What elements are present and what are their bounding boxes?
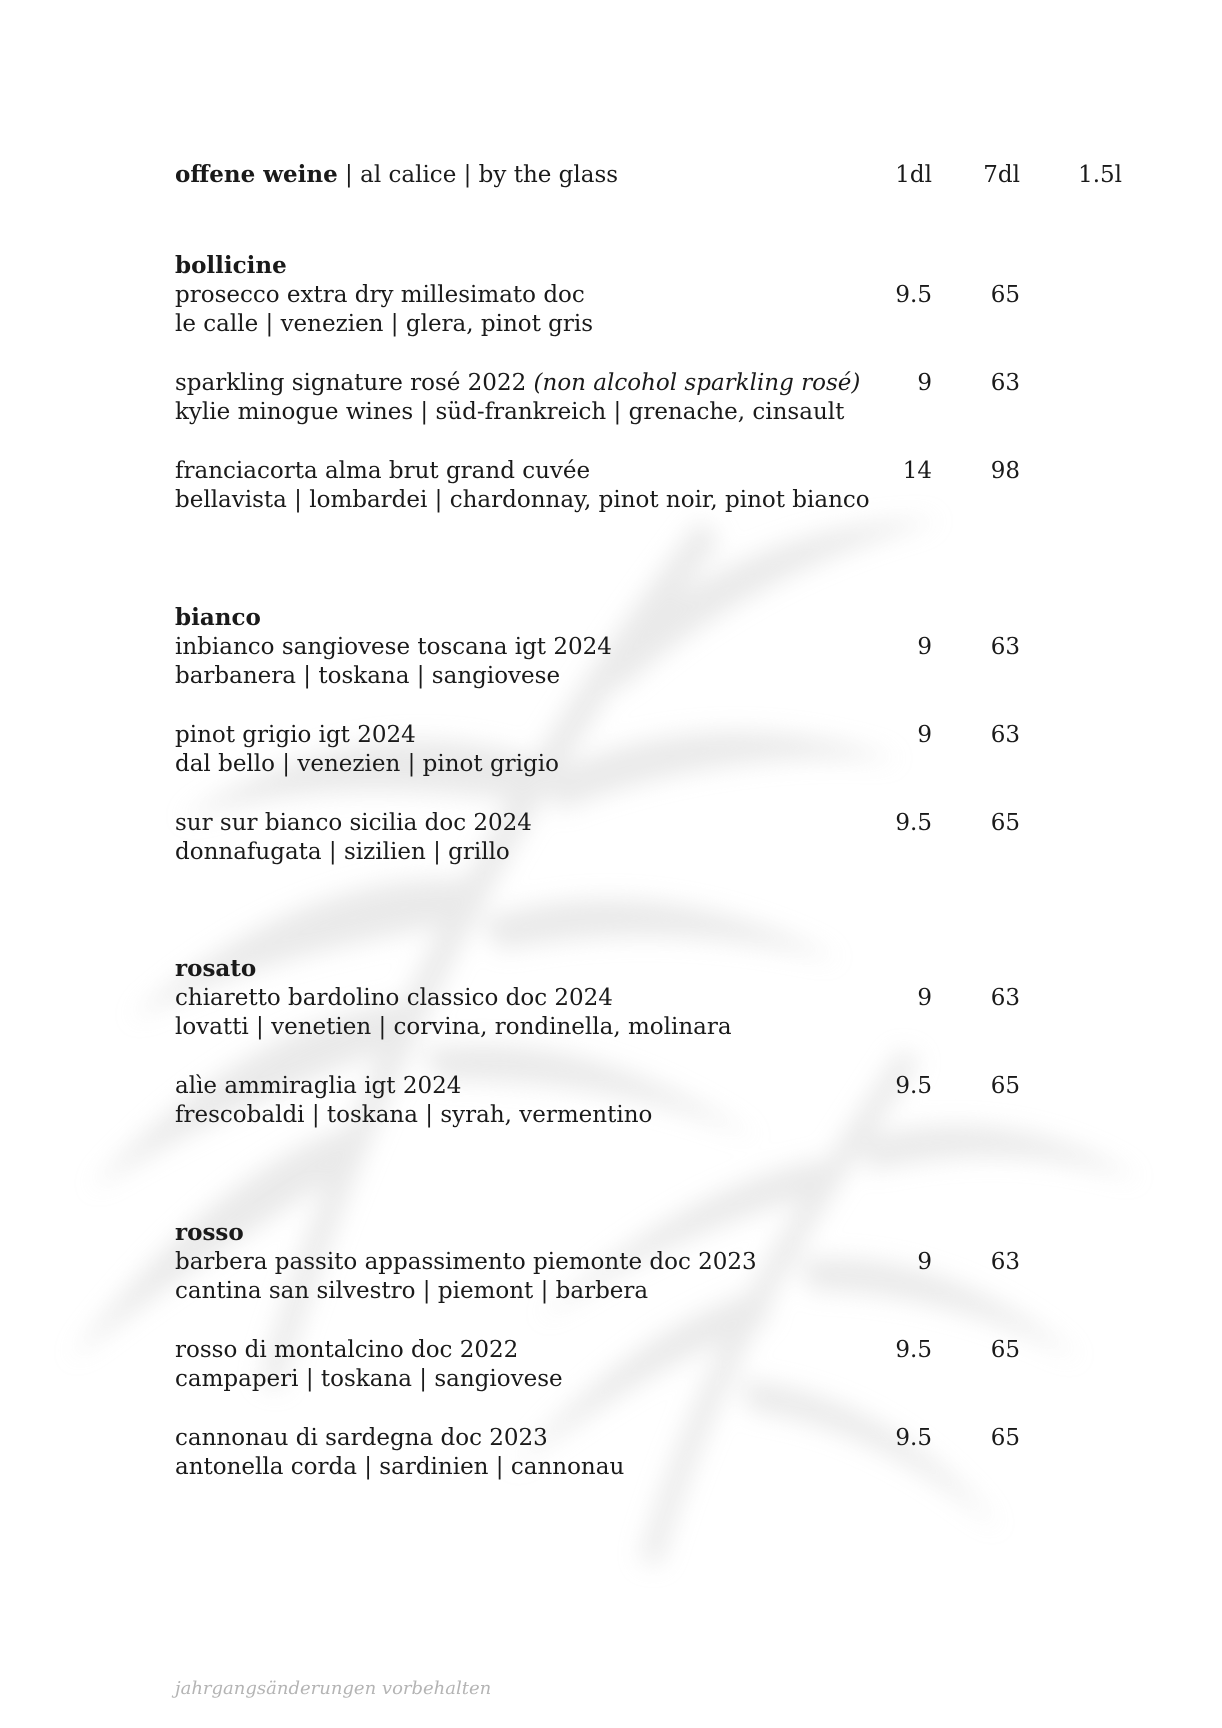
wine-name (175, 984, 613, 1012)
wine-name (175, 809, 532, 837)
price-7dl: 63 (990, 634, 1020, 660)
section-title-bianco: bianco (175, 604, 261, 631)
wine-producer-region-grapes: barbanera | toskana | sangiovese (175, 663, 561, 689)
wine-name (175, 1072, 461, 1100)
wine-name (175, 281, 585, 309)
wine-name (175, 457, 590, 485)
wine-name-text: rosso di montalcino doc 2022 (175, 1337, 519, 1363)
price-7dl: 65 (990, 810, 1020, 836)
wine-producer-region-grapes: donnafugata | sizilien | grillo (175, 839, 510, 865)
wine-name (175, 1248, 757, 1276)
wine-name-text: chiaretto bardolino classico doc 2024 (175, 985, 613, 1011)
section-title-rosato: rosato (175, 955, 257, 982)
wine-name (175, 369, 860, 397)
price-7dl: 63 (990, 985, 1020, 1011)
column-header-7dl: 7dl (983, 162, 1020, 188)
price-7dl: 65 (990, 1337, 1020, 1363)
price-1dl: 9.5 (895, 1337, 932, 1363)
wine-producer-region-grapes: le calle | venezien | glera, pinot gris (175, 311, 594, 337)
wine-producer-region-grapes: antonella corda | sardinien | cannonau (175, 1454, 625, 1480)
price-1dl: 9.5 (895, 1073, 932, 1099)
wine-name (175, 1424, 548, 1452)
wine-name-text: alìe ammiraglia igt 2024 (175, 1073, 462, 1099)
wine-name (175, 1336, 518, 1364)
wine-producer-region-grapes: bellavista | lombardei | chardonnay, pinot noir, pinot bianco (175, 487, 870, 513)
price-1dl: 9 (917, 722, 932, 748)
wine-name-text: sparkling signature rosé 2022 (175, 370, 534, 396)
price-1dl: 9 (917, 1249, 932, 1275)
column-header-1dl: 1dl (895, 162, 932, 188)
price-7dl: 65 (990, 1073, 1020, 1099)
section-title-rosso: rosso (175, 1219, 244, 1246)
price-1dl: 9 (917, 634, 932, 660)
price-1dl: 9.5 (895, 810, 932, 836)
wine-name-text: barbera passito appassimento piemonte doc 2023 (175, 1249, 757, 1275)
wine-producer-region-grapes: dal bello | venezien | pinot grigio (175, 751, 559, 777)
wine-note: (non alcohol sparkling rosé) (533, 370, 861, 396)
price-7dl: 63 (990, 722, 1020, 748)
menu-header (175, 161, 618, 189)
vintage-disclaimer: jahrgangsänderungen vorbehalten (175, 1678, 492, 1699)
wine-name-text: inbianco sangiovese toscana igt 2024 (175, 634, 612, 660)
wine-name-text: pinot grigio igt 2024 (175, 722, 416, 748)
wine-producer-region-grapes: frescobaldi | toskana | syrah, vermentino (175, 1102, 653, 1128)
wine-name-text: prosecco extra dry millesimato doc (175, 282, 585, 308)
wine-producer-region-grapes: campaperi | toskana | sangiovese (175, 1366, 563, 1392)
price-1dl: 14 (902, 458, 932, 484)
price-7dl: 63 (990, 370, 1020, 396)
price-1dl: 9 (917, 985, 932, 1011)
price-1dl: 9.5 (895, 1425, 932, 1451)
price-7dl: 65 (990, 282, 1020, 308)
wine-producer-region-grapes: lovatti | venetien | corvina, rondinella, molinara (175, 1014, 732, 1040)
wine-name (175, 721, 416, 749)
wine-name-text: sur sur bianco sicilia doc 2024 (175, 810, 532, 836)
section-title-bollicine: bollicine (175, 252, 287, 279)
wine-producer-region-grapes: kylie minogue wines | süd-frankreich | grenache, cinsault (175, 399, 845, 425)
column-header-15l: 1.5l (1078, 162, 1122, 188)
price-7dl: 98 (990, 458, 1020, 484)
wine-name-text: franciacorta alma brut grand cuvée (175, 458, 591, 484)
menu-title: offene weine (175, 161, 338, 188)
wine-name-text: cannonau di sardegna doc 2023 (175, 1425, 548, 1451)
price-7dl: 63 (990, 1249, 1020, 1275)
price-1dl: 9 (917, 370, 932, 396)
price-1dl: 9.5 (895, 282, 932, 308)
menu-subtitle: | al calice | by the glass (337, 162, 619, 188)
price-7dl: 65 (990, 1425, 1020, 1451)
wine-name (175, 633, 612, 661)
wine-producer-region-grapes: cantina san silvestro | piemont | barbera (175, 1278, 649, 1304)
